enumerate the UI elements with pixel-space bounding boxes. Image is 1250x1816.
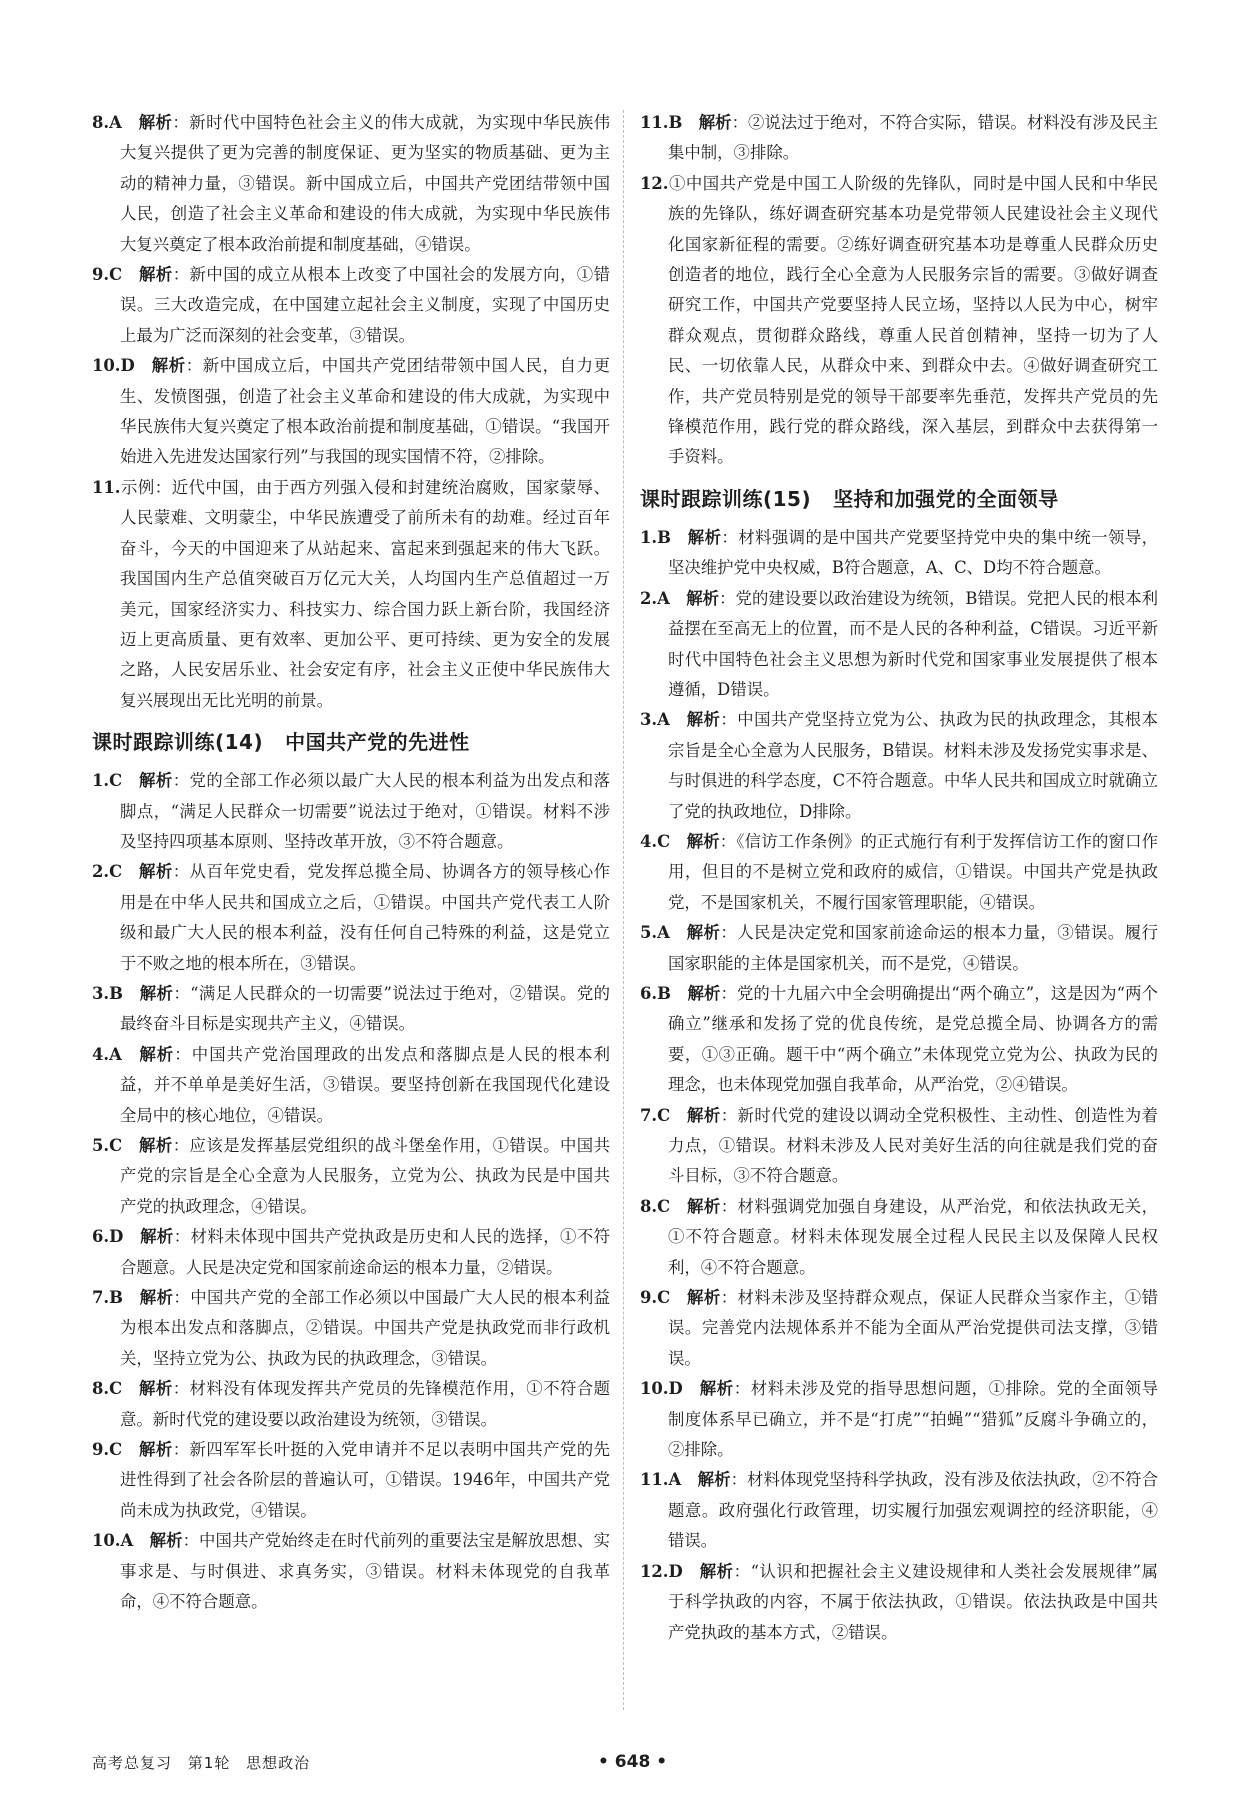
item-answer: C xyxy=(109,1379,123,1399)
item-number: 8. xyxy=(92,113,110,132)
item-gap xyxy=(671,984,687,1003)
item-key: 解析 xyxy=(138,771,173,791)
left-column xyxy=(92,108,610,1618)
item-number: 10. xyxy=(92,356,121,376)
answer-item xyxy=(640,827,1158,918)
answer-item xyxy=(640,979,1158,1101)
item-text: ：党的全部工作必须以最广大人民的根本利益为出发点和落脚点，“满足人民群众一切需要”说法过于绝对，①错误。材料不涉及坚持四项基本原则、坚持改革开放，③不符合题意。 xyxy=(120,771,611,851)
item-answer: D xyxy=(668,1561,683,1581)
item-gap xyxy=(123,984,139,1003)
item-key: 解析 xyxy=(139,1227,174,1247)
item-gap xyxy=(670,710,686,729)
item-key: 解析 xyxy=(138,265,173,285)
item-number: 11. xyxy=(640,1470,669,1490)
item-text: ：“认识和把握社会主义建设规律和人类社会发展规律”属于科学执政的内容，不属于依法执政，①错误。依法执政是中国共产党执政的基本方式，②错误。 xyxy=(668,1561,1159,1642)
item-answer: A xyxy=(657,710,670,730)
item-gap xyxy=(122,1136,138,1155)
item-number: 10. xyxy=(92,1531,121,1551)
item-number: 11. xyxy=(92,477,121,497)
item-answer: A xyxy=(657,588,670,608)
item-answer: C xyxy=(657,1105,671,1125)
item-answer: C xyxy=(109,1136,123,1155)
answer-item xyxy=(640,705,1158,827)
section-subtitle: 中国共产党的先进性 xyxy=(285,730,470,755)
item-key: 解析 xyxy=(138,862,173,882)
answer-item xyxy=(640,1374,1158,1465)
item-number: 9. xyxy=(92,1440,110,1460)
item-number: 12. xyxy=(640,173,669,193)
item-number: 2. xyxy=(92,862,110,882)
item-answer: C xyxy=(109,862,123,882)
item-number: 4. xyxy=(640,831,658,851)
item-key: 解析 xyxy=(138,1136,173,1155)
item-gap xyxy=(122,862,138,881)
item-gap xyxy=(670,1288,686,1307)
answer-item xyxy=(92,1222,610,1283)
item-key: 解析 xyxy=(138,1044,175,1064)
item-key: 解析 xyxy=(698,113,732,132)
answer-item xyxy=(92,1374,610,1435)
item-gap xyxy=(682,113,698,132)
item-number: 1. xyxy=(92,771,110,791)
item-key: 解析 xyxy=(138,1379,173,1399)
answer-item xyxy=(640,1465,1158,1556)
answer-item xyxy=(92,1435,610,1526)
item-text: ：“满足人民群众的一切需要”说法过于绝对，②错误。党的最终奋斗目标是实现共产主义，④错误。 xyxy=(120,983,610,1034)
item-text: ：新时代中国特色社会主义的伟大成就，为实现中华民族伟大复兴提供了更为完善的制度保证、更为坚实的物质基础、更为主动的精神力量，③错误。新中国成立后，中国共产党团结带领中国人民，创造了社会主义革命和建设的伟大成就，为实现中华民族伟大复兴奠定了根本政治前提和制度基础，④错误。 xyxy=(120,113,610,254)
item-gap xyxy=(671,528,687,547)
item-text: ：新中国的成立从根本上改变了中国社会的发展方向，①错误。三大改造完成，在中国建立起社会主义制度，实现了中国历史上最为广泛而深刻的社会变革，③错误。 xyxy=(120,265,611,345)
item-number: 6. xyxy=(92,1227,110,1247)
footer-round: 第1轮 xyxy=(187,1754,231,1772)
item-answer: C xyxy=(109,1440,123,1460)
item-key: 解析 xyxy=(139,1288,174,1308)
answer-item xyxy=(640,1192,1158,1283)
section-heading xyxy=(640,479,1158,519)
item-key: 解析 xyxy=(697,1470,731,1490)
item-text: 示例：近代中国，由于西方列强入侵和封建统治腐败，国家蒙辱、人民蒙难、文明蒙尘，中华民族遭受了前所未有的劫难。经过百年奋斗，今天的中国迎来了从站起来、富起来到强起来的伟大飞跃。我国国内生产总值突破百万亿元大关，人均国内生产总值超过一万美元，国家经济实力、科技实力、综合国力跃上新台阶，我国经济迈上更高质量、更有效率、更加公平、更可持续、更为安全的发展之路，人民安居乐业、社会安定有序，社会主义正使中华民族伟大复兴展现出无比光明的前景。 xyxy=(120,477,610,710)
answer-item xyxy=(92,1526,610,1617)
item-gap xyxy=(133,1531,149,1550)
item-gap xyxy=(670,832,686,851)
item-text: ：新四军军长叶挺的入党申请并不足以表明中国共产党的先进性得到了社会各阶层的普遍认可，①错误。1946年，中国共产党尚未成为执政党，④错误。 xyxy=(120,1440,611,1520)
section-heading xyxy=(92,722,610,762)
item-number: 9. xyxy=(92,265,110,285)
item-key: 解析 xyxy=(686,923,721,943)
item-number: 12. xyxy=(640,1561,669,1581)
item-answer: C xyxy=(657,1196,671,1216)
item-text: ：应该是发挥基层党组织的战斗堡垒作用，①错误。中国共产党的宗旨是全心全意为人民服务，立党为公、执政为民是中国共产党的执政理念，④错误。 xyxy=(120,1136,611,1216)
right-column xyxy=(640,108,1158,1648)
item-key: 解析 xyxy=(687,527,722,547)
item-number: 5. xyxy=(92,1136,110,1155)
answer-item xyxy=(92,260,610,351)
answer-item xyxy=(92,979,610,1040)
item-text: ：党的建设要以政治建设为统领，B错误。党把人民的根本利益摆在至高无上的位置，而不是人民的各种利益，C错误。习近平新时代中国特色社会主义思想为新时代党和国家事业发展提供了根本遵循，D错误。 xyxy=(668,588,1159,699)
item-number: 3. xyxy=(92,983,110,1003)
item-answer: D xyxy=(120,356,135,376)
item-text: ：中国共产党始终走在时代前列的重要法宝是解放思想、实事求是、与时俱进、求真务实，③错误。材料未体现党的自我革命，④不符合题意。 xyxy=(120,1531,611,1612)
answer-item xyxy=(640,1557,1158,1648)
page-number: • 648 • xyxy=(598,1752,668,1772)
item-answer: B xyxy=(668,113,683,132)
item-answer: A xyxy=(120,1531,134,1551)
item-key: 解析 xyxy=(149,1531,183,1551)
answer-item xyxy=(92,1131,610,1222)
item-number: 8. xyxy=(92,1379,110,1399)
item-key: 解析 xyxy=(699,1379,734,1399)
item-text: ：中国共产党坚持立党为公、执政为民的执政理念，其根本宗旨是全心全意为人民服务，B错误。材料未涉及发扬党实事求是、与时俱进的科学态度，C不符合题意。中华人民共和国成立时就确立了党的执政地位，D排除。 xyxy=(668,710,1158,821)
item-number: 8. xyxy=(640,1196,658,1216)
item-number: 10. xyxy=(640,1379,669,1399)
item-number: 9. xyxy=(640,1288,658,1308)
item-key: 解析 xyxy=(138,1440,173,1460)
item-number: 7. xyxy=(640,1105,658,1125)
item-key: 解析 xyxy=(699,1561,734,1581)
item-key: 解析 xyxy=(686,1105,721,1125)
item-gap xyxy=(683,1379,699,1398)
item-gap xyxy=(123,1227,139,1246)
item-gap xyxy=(122,1045,138,1064)
item-answer: A xyxy=(109,113,122,132)
item-answer: C xyxy=(109,265,123,285)
item-number: 7. xyxy=(92,1288,110,1308)
item-text: ：材料没有体现发挥共产党员的先锋模范作用，①不符合题意。新时代党的建设要以政治建设为统领，③错误。 xyxy=(120,1379,611,1429)
item-key: 解析 xyxy=(686,1196,721,1216)
item-text: ：材料未涉及坚持群众观点，保证人民群众当家作主，①错误。完善党内法规体系并不能为全面从严治党提供司法支撑，③错误。 xyxy=(668,1288,1159,1368)
answer-item xyxy=(92,351,610,473)
answer-item xyxy=(640,918,1158,979)
answer-item xyxy=(640,523,1158,584)
item-gap xyxy=(670,1197,686,1216)
item-number: 4. xyxy=(92,1044,110,1064)
item-answer: B xyxy=(109,983,123,1003)
item-gap xyxy=(122,1379,138,1398)
section-title: 课时跟踪训练(15) xyxy=(640,486,812,511)
item-text: ：材料强调党加强自身建设，从严治党，和依法执政无关，①不符合题意。材料未体现发展全过程人民民主以及保障人民权利，④不符合题意。 xyxy=(668,1196,1159,1277)
item-gap xyxy=(670,589,686,608)
item-number: 3. xyxy=(640,710,658,730)
item-text: ：《信访工作条例》的正式施行有利于发挥信访工作的窗口作用，但目的不是树立党和政府的威信，①错误。中国共产党是执政党，不是国家机关，不履行国家管理职能，④错误。 xyxy=(668,831,1158,912)
item-text: ：材料体现党坚持科学执政，没有涉及依法执政，②不符合题意。政府强化行政管理，切实履行加强宏观调控的经济职能，④错误。 xyxy=(668,1470,1159,1551)
item-text: ：新时代党的建设以调动全党积极性、主动性、创造性为着力点，①错误。材料未涉及人民对美好生活的向往就是我们党的奋斗目标，③不符合题意。 xyxy=(668,1105,1159,1186)
answer-item xyxy=(640,1101,1158,1192)
item-gap xyxy=(670,923,686,942)
item-text: ：材料强调的是中国共产党要坚持党中央的集中统一领导，坚决维护党中央权威，B符合题意，A、C、D均不符合题意。 xyxy=(668,527,1159,578)
item-answer: A xyxy=(668,1470,682,1490)
item-number: 5. xyxy=(640,923,658,943)
item-answer: D xyxy=(668,1379,683,1399)
column-divider xyxy=(623,110,624,1710)
item-answer: B xyxy=(109,1288,123,1308)
item-answer: D xyxy=(109,1227,124,1247)
item-gap xyxy=(122,1440,138,1459)
item-key: 解析 xyxy=(139,983,174,1003)
answer-item xyxy=(92,108,610,260)
item-answer: C xyxy=(109,771,123,791)
item-text: ：人民是决定党和国家前途命运的根本力量，③错误。履行国家职能的主体是国家机关，而不是党，④错误。 xyxy=(668,923,1158,973)
item-key: 解析 xyxy=(686,1288,721,1308)
section-subtitle: 坚持和加强党的全面领导 xyxy=(833,486,1059,511)
footer-book: 高考总复习 xyxy=(92,1754,173,1772)
item-key: 解析 xyxy=(151,356,186,376)
answer-item xyxy=(92,857,610,979)
item-gap xyxy=(683,1562,699,1581)
item-answer: B xyxy=(657,527,671,547)
answer-item xyxy=(92,1040,610,1131)
item-text: ：中国共产党的全部工作必须以中国最广大人民的根本利益为根本出发点和落脚点，②错误。中国共产党是执政党而非行政机关，坚持立党为公、执政为民的执政理念，③错误。 xyxy=(120,1288,611,1368)
item-gap xyxy=(681,1470,697,1489)
item-answer: A xyxy=(657,923,670,943)
item-key: 解析 xyxy=(686,588,720,608)
answer-item xyxy=(92,766,610,857)
item-gap xyxy=(122,113,138,132)
item-key: 解析 xyxy=(686,831,720,851)
item-answer: C xyxy=(657,1288,671,1308)
item-text: ①中国共产党是中国工人阶级的先锋队，同时是中国人民和中华民族的先锋队，练好调查研究基本功是党带领人民建设社会主义现代化国家新征程的需要。②练好调查研究基本功是尊重人民群众历史创造者的地位，践行全心全意为人民服务宗旨的需要。③做好调查研究工作，中国共产党要坚持人民立场，坚持以人民为中心，树牢群众观点，贯彻群众路线，尊重人民首创精神，坚持一切为了人民、一切依靠人民，从群众中来、到群众中去。④做好调查研究工作，共产党员特别是党的领导干部要率先垂范，发挥共产党员的先锋模范作用，践行党的群众路线，深入基层，到群众中去获得第一手资料。 xyxy=(668,173,1158,467)
answer-item xyxy=(640,108,1158,169)
item-gap xyxy=(123,1288,139,1307)
item-gap xyxy=(670,1106,686,1125)
footer-book-info xyxy=(92,1752,320,1773)
answer-item xyxy=(92,1283,610,1374)
section-title: 课时跟踪训练(14) xyxy=(92,730,264,755)
answer-item xyxy=(640,169,1158,473)
item-key: 解析 xyxy=(686,710,721,730)
item-answer: B xyxy=(657,983,671,1003)
item-gap xyxy=(122,265,138,284)
item-number: 1. xyxy=(640,527,658,547)
item-text: ：中国共产党治国理政的出发点和落脚点是人民的根本利益，并不单单是美好生活，③错误。要坚持创新在我国现代化建设全局中的核心地位，④错误。 xyxy=(120,1044,611,1125)
footer-subject: 思想政治 xyxy=(246,1754,311,1772)
item-text: ：党的十九届六中全会明确提出“两个确立”，这是因为“两个确立”继承和发扬了党的优良传统，是党总揽全局、协调各方的需要，①③正确。题干中“两个确立”未体现党立党为公、执政为民的理念，也未体现党加强自我革命，从严治党，②④错误。 xyxy=(668,983,1158,1095)
item-number: 6. xyxy=(640,983,658,1003)
item-gap xyxy=(122,771,138,790)
answer-item xyxy=(640,584,1158,706)
item-key: 解析 xyxy=(687,983,721,1003)
item-number: 2. xyxy=(640,588,658,608)
item-text: ：②说法过于绝对，不符合实际，错误。材料没有涉及民主集中制，③排除。 xyxy=(668,113,1159,163)
item-number: 11. xyxy=(640,113,669,132)
item-key: 解析 xyxy=(138,113,173,132)
item-text: ：材料未体现中国共产党执政是历史和人民的选择，①不符合题意。人民是决定党和国家前途命运的根本力量，②错误。 xyxy=(120,1227,611,1277)
item-text: ：从百年党史看，党发挥总揽全局、协调各方的领导核心作用是在中华人民共和国成立之后，①错误。中国共产党代表工人阶级和最广大人民的根本利益，没有任何自己特殊的利益，这是党立于不败之地的根本所在，③错误。 xyxy=(120,862,611,973)
answer-item xyxy=(92,473,610,716)
item-gap xyxy=(135,356,151,375)
item-answer: A xyxy=(109,1044,122,1064)
answer-item xyxy=(640,1283,1158,1374)
item-text: ：新中国成立后，中国共产党团结带领中国人民，自力更生、发愤图强，创造了社会主义革命和建设的伟大成就，为实现中华民族伟大复兴奠定了根本政治前提和制度基础，①错误。“我国开始进入先进发达国家行列”与我国的现实国情不符，②排除。 xyxy=(120,356,611,467)
item-answer: C xyxy=(657,831,671,851)
item-text: ：材料未涉及党的指导思想问题，①排除。党的全面领导制度体系早已确立，并不是“打虎”“拍蝇”“猎狐”反腐斗争确立的，②排除。 xyxy=(668,1379,1159,1460)
